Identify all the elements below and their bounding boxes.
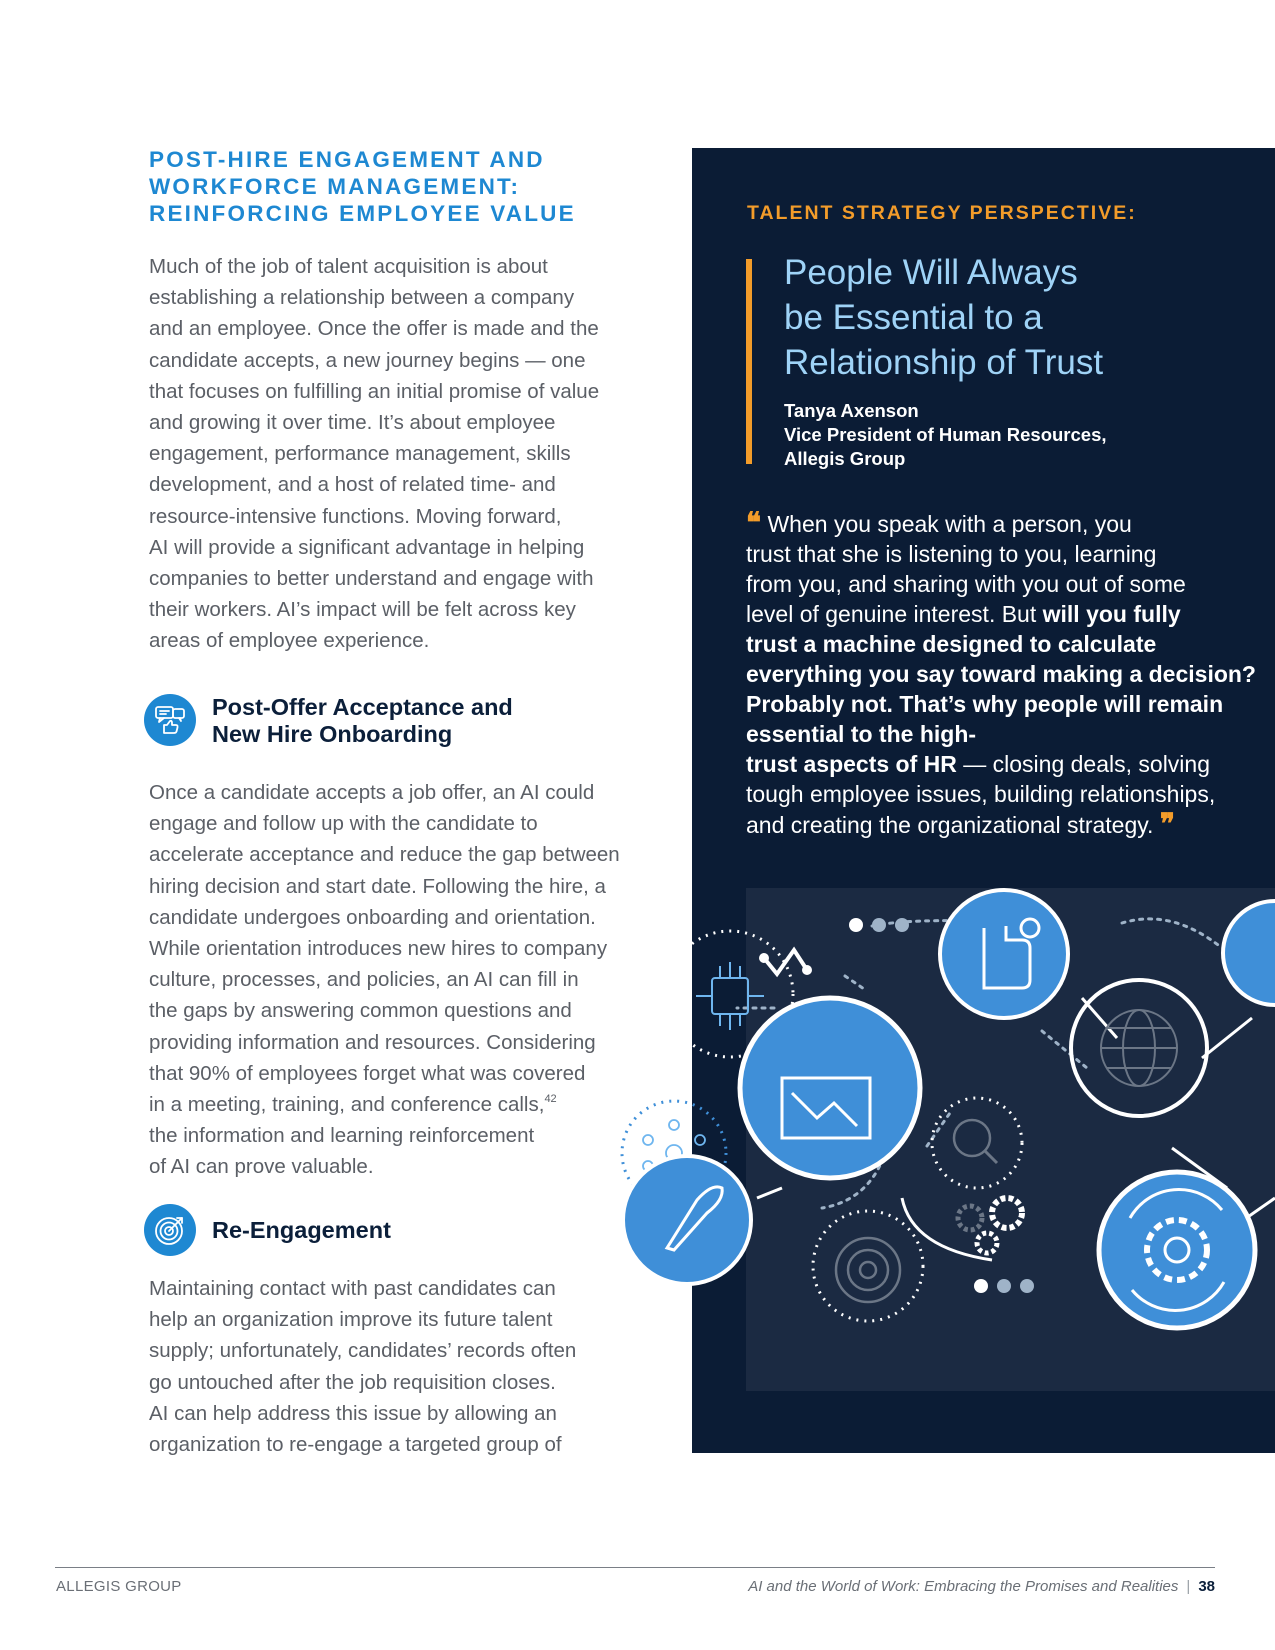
text-line: hiring decision and start date. Following the hire, a — [149, 874, 606, 898]
text-line-content: in a meeting, training, and conference calls, — [149, 1093, 545, 1117]
footer-divider — [55, 1567, 1215, 1568]
pull-quote — [746, 508, 1266, 840]
target-icon — [144, 1204, 196, 1256]
quote-line — [746, 749, 1266, 779]
author-credit — [784, 399, 1107, 471]
section-heading — [149, 146, 619, 227]
quote-text: and creating the organizational strategy. — [746, 812, 1154, 838]
text-line: culture, processes, and policies, an AI can fill in — [149, 968, 579, 992]
onboarding-heading — [212, 694, 513, 748]
footer-separator: | — [1186, 1578, 1191, 1595]
quote-line — [746, 809, 1266, 840]
quote-line: trust that she is listening to you, learning — [746, 541, 1157, 567]
text-line: candidate accepts, a new journey begins — one — [149, 348, 586, 372]
perspective-title-line: People Will Always — [784, 253, 1078, 292]
onboarding-heading-line: Post-Offer Acceptance and — [212, 694, 513, 720]
footer-document-info — [748, 1578, 1215, 1595]
footer-company: ALLEGIS GROUP — [56, 1578, 182, 1595]
text-line — [149, 1089, 619, 1120]
chat-thumbs-up-icon — [144, 694, 196, 746]
text-line: AI will provide a significant advantage in helping — [149, 535, 585, 559]
footer-document-title: AI and the World of Work: Embracing the Promises and Realities — [748, 1578, 1179, 1595]
text-line: engagement, performance management, skills — [149, 442, 571, 466]
text-line: that 90% of employees forget what was covered — [149, 1061, 586, 1085]
text-line: Maintaining contact with past candidates can — [149, 1277, 556, 1300]
intro-paragraph — [149, 251, 619, 657]
text-line: areas of employee experience. — [149, 629, 430, 653]
text-line: their workers. AI’s impact will be felt across key — [149, 598, 576, 622]
text-line: resource-intensive functions. Moving forward, — [149, 504, 562, 528]
quote-emphasis-line: decision? Probably not. That’s why — [746, 661, 1256, 717]
text-line: that focuses on fulfilling an initial promise of value — [149, 379, 600, 403]
quote-emphasis-line: everything you say toward making a — [746, 661, 1143, 687]
perspective-kicker: TALENT STRATEGY PERSPECTIVE: — [747, 202, 1137, 224]
section-heading-line: WORKFORCE MANAGEMENT: — [149, 174, 521, 199]
text-line: help an organization improve its future talent — [149, 1308, 553, 1332]
text-line: the gaps by answering common questions and — [149, 999, 572, 1023]
text-line: development, and a host of related time- and — [149, 473, 556, 497]
close-quote-icon: ❞ — [1159, 807, 1175, 840]
onboarding-paragraph — [149, 777, 619, 1183]
text-line: go untouched after the job requisition closes. — [149, 1370, 556, 1394]
accent-bar — [746, 259, 752, 464]
quote-emphasis-line: people will remain essential to the high- — [746, 691, 1224, 747]
quote-text: When you speak with a person, you — [767, 511, 1132, 537]
text-line: and an employee. Once the offer is made and the — [149, 317, 599, 341]
page-number: 38 — [1198, 1578, 1215, 1595]
quote-emphasis: trust aspects of HR — [746, 751, 957, 777]
author-company: Allegis Group — [784, 448, 906, 469]
reengagement-paragraph — [149, 1273, 619, 1460]
onboarding-heading-line: New Hire Onboarding — [212, 721, 453, 747]
text-line: establishing a relationship between a company — [149, 286, 575, 310]
text-line: While orientation introduces new hires to company — [149, 937, 608, 961]
text-line: AI can help address this issue by allowing an — [149, 1401, 557, 1425]
text-line: and growing it over time. It’s about employee — [149, 411, 556, 435]
text-line: organization to re-engage a targeted group of — [149, 1433, 562, 1457]
ai-network-illustration — [612, 888, 1275, 1403]
text-line: candidate undergoes onboarding and orientation. — [149, 905, 596, 929]
quote-text: level of genuine interest. But — [746, 601, 1043, 627]
quote-line: tough employee issues, building relationships, — [746, 781, 1216, 807]
quote-line: from you, and sharing with you out of some — [746, 571, 1186, 597]
text-line: Once a candidate accepts a job offer, an AI could — [149, 781, 595, 804]
open-quote-icon: ❝ — [746, 506, 762, 539]
perspective-title-line: be Essential to a — [784, 298, 1043, 337]
quote-line — [746, 508, 1266, 539]
section-heading-line: REINFORCING EMPLOYEE VALUE — [149, 201, 576, 226]
text-line: engage and follow up with the candidate to — [149, 812, 538, 836]
text-line: of AI can prove valuable. — [149, 1155, 374, 1179]
text-line: providing information and resources. Considering — [149, 1030, 596, 1054]
quote-emphasis: will you fully — [1042, 601, 1181, 627]
text-line: accelerate acceptance and reduce the gap between — [149, 843, 620, 867]
author-title: Vice President of Human Resources, — [784, 424, 1107, 445]
quote-line — [746, 599, 1266, 629]
text-line: companies to better understand and engage with — [149, 567, 594, 591]
quote-text: — closing deals, solving — [956, 751, 1210, 777]
text-line: Much of the job of talent acquisition is about — [149, 255, 548, 278]
perspective-title — [784, 250, 1103, 385]
quote-emphasis-line: trust a machine designed to calculate — [746, 631, 1157, 657]
footnote-ref[interactable]: 42 — [544, 1093, 557, 1106]
perspective-title-line: Relationship of Trust — [784, 343, 1104, 382]
text-line: supply; unfortunately, candidates’ records often — [149, 1339, 577, 1363]
section-heading-line: POST-HIRE ENGAGEMENT AND — [149, 147, 545, 172]
author-name: Tanya Axenson — [784, 400, 919, 421]
reengagement-heading: Re-Engagement — [212, 1217, 391, 1243]
text-line: the information and learning reinforcement — [149, 1124, 535, 1148]
